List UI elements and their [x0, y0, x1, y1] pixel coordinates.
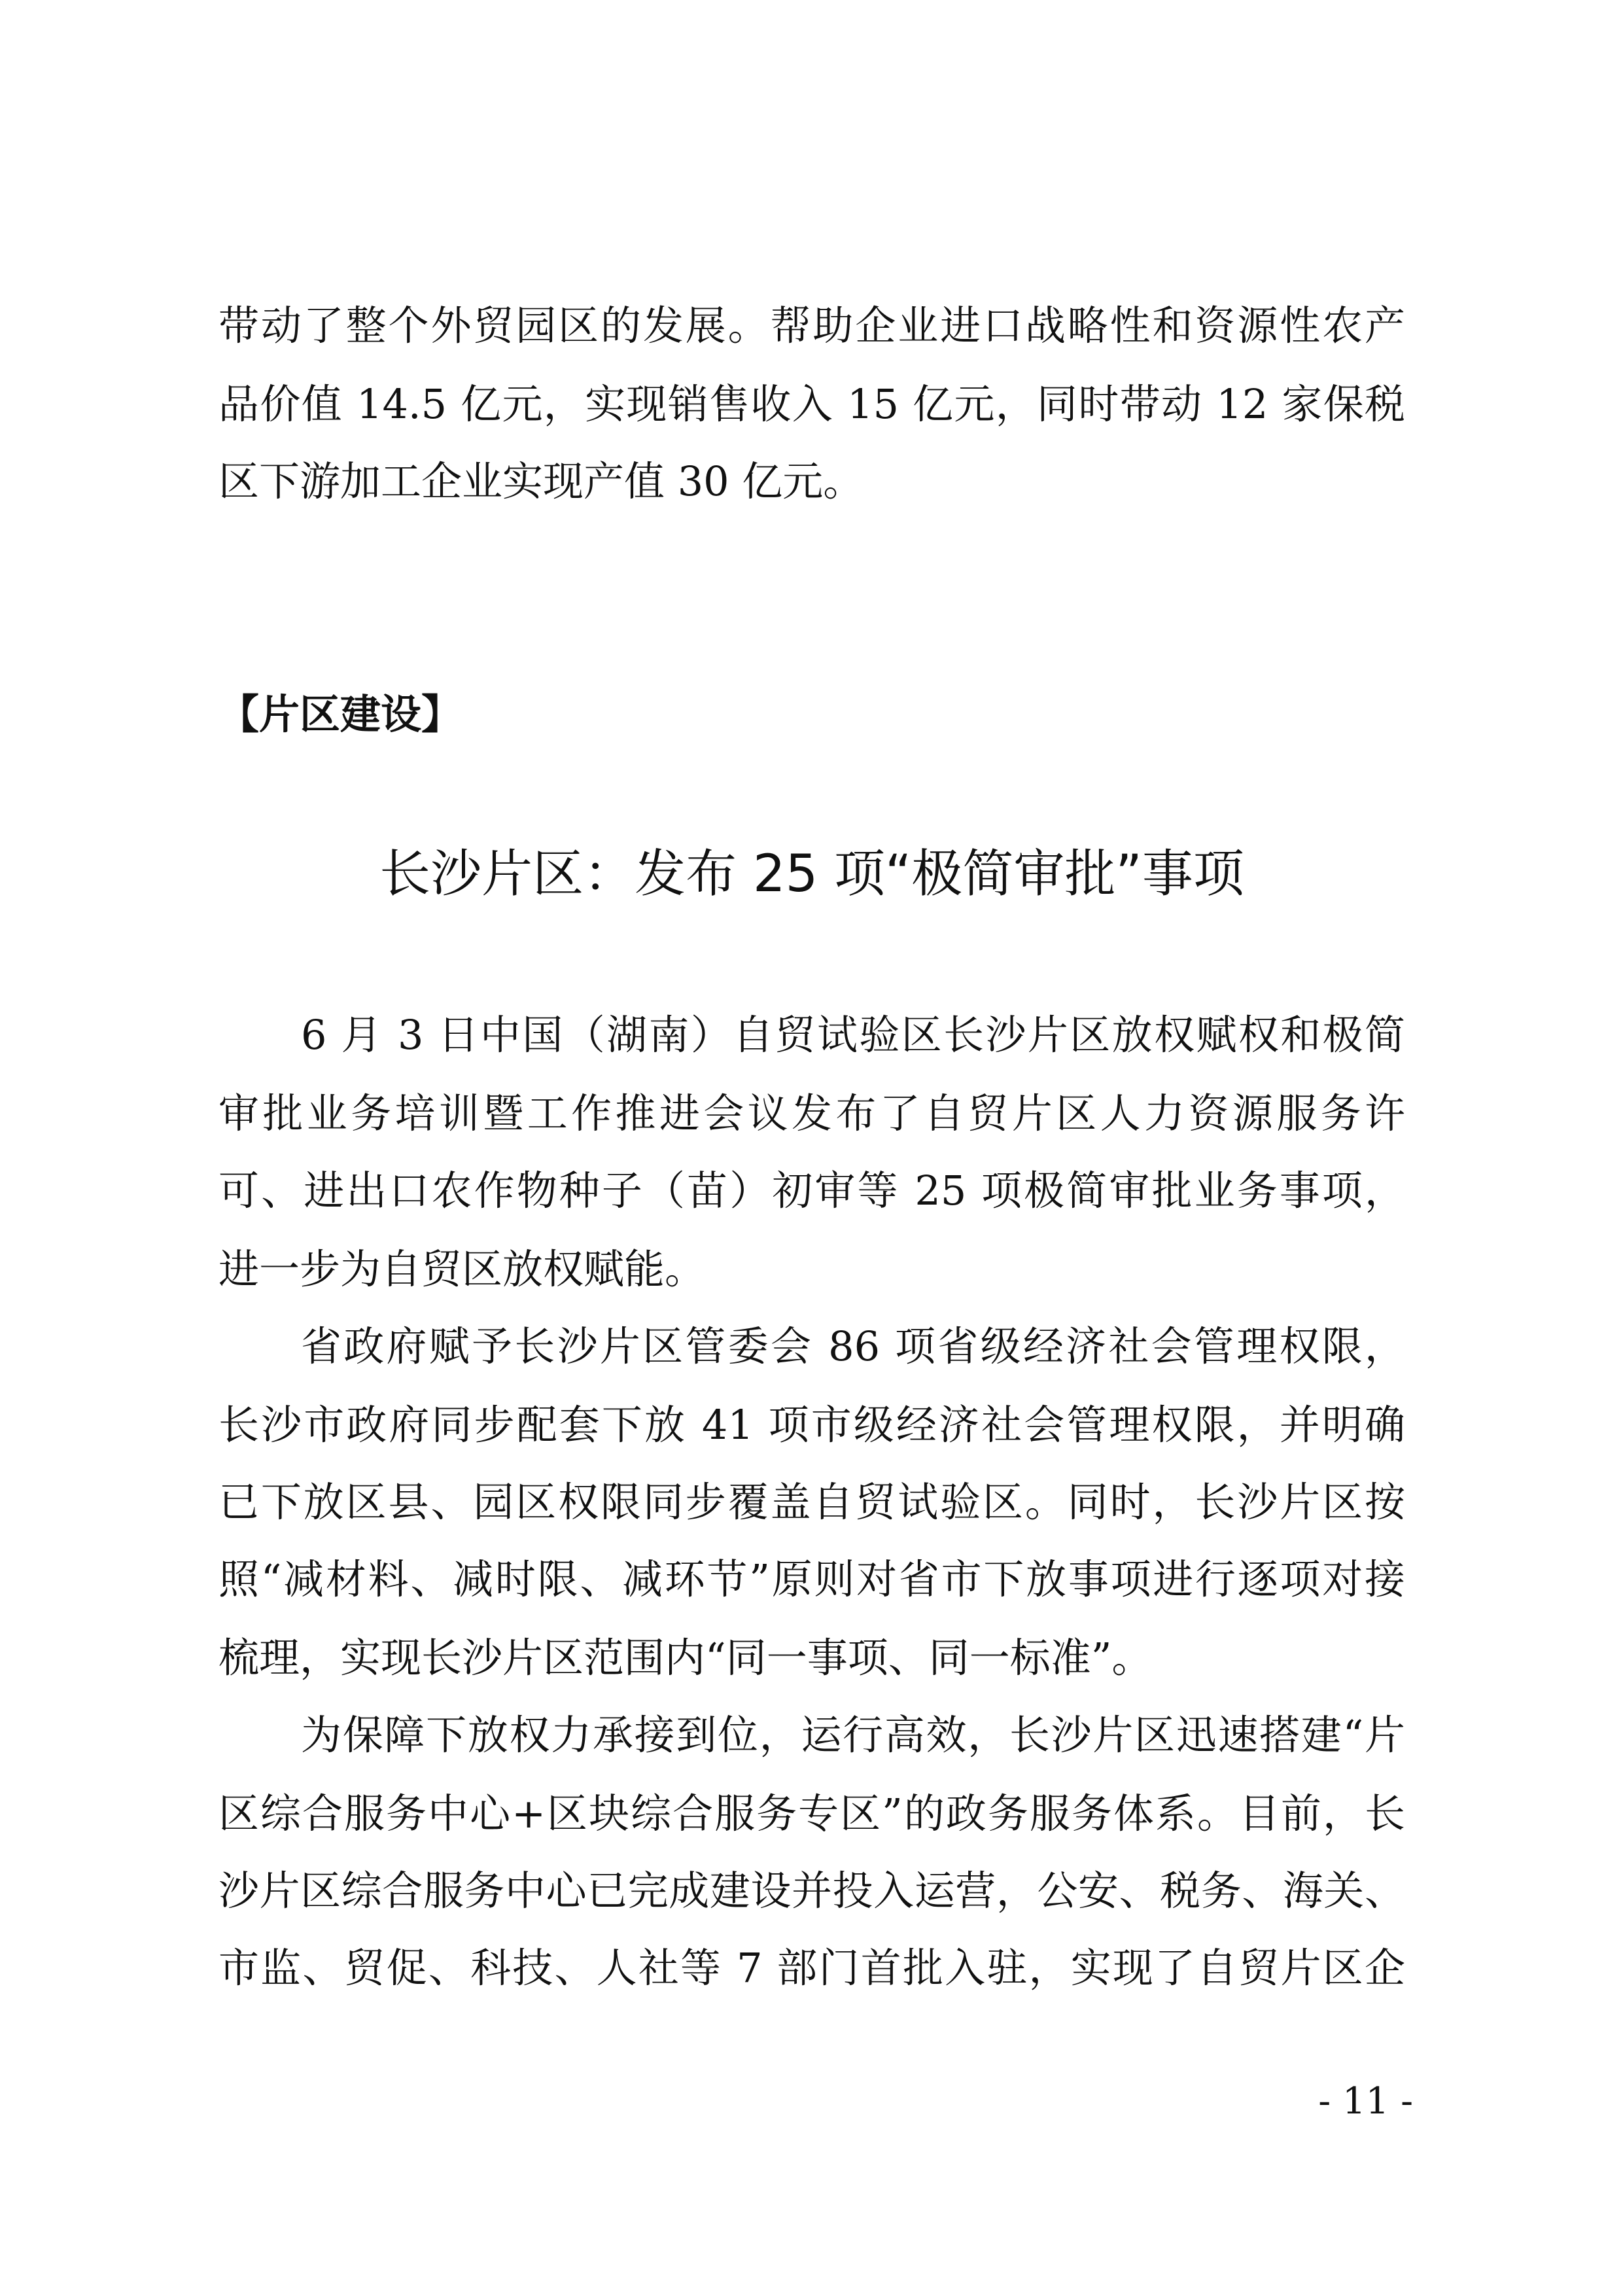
paragraph-1-line-2: 审批业务培训暨工作推进会议发布了自贸片区人力资源服务许 [218, 1089, 1405, 1137]
paragraph-2-line-2: 长沙市政府同步配套下放 41 项市级经济社会管理权限，并明确 [218, 1401, 1405, 1449]
paragraph-2-line-3: 已下放区县、园区权限同步覆盖自贸试验区。同时，长沙片区按 [218, 1478, 1405, 1526]
paragraph-1-line-1: 6 月 3 日中国（湖南）自贸试验区长沙片区放权赋权和极简 [301, 1011, 1405, 1059]
paragraph-3-line-4: 市监、贸促、科技、人社等 7 部门首批入驻，实现了自贸片区企 [218, 1944, 1405, 1992]
intro-line-2: 品价值 14.5 亿元，实现销售收入 15 亿元，同时带动 12 家保税 [218, 380, 1405, 428]
paragraph-3-line-3: 沙片区综合服务中心已完成建设并投入运营，公安、税务、海关、 [218, 1867, 1405, 1915]
section-tag: 【片区建设】 [218, 690, 462, 738]
page-number: - 11 - [1318, 2080, 1413, 2123]
paragraph-3-line-2: 区综合服务中心+区块综合服务专区”的政务服务体系。目前，长 [218, 1790, 1405, 1837]
paragraph-2-line-5: 梳理，实现长沙片区范围内“同一事项、同一标准”。 [218, 1634, 1153, 1682]
intro-line-1: 带动了整个外贸园区的发展。帮助企业进口战略性和资源性农产 [218, 302, 1405, 349]
intro-line-3: 区下游加工企业实现产值 30 亿元。 [218, 457, 864, 505]
article-headline: 长沙片区：发布 25 项“极简审批”事项 [379, 845, 1244, 904]
paragraph-1-line-4: 进一步为自贸区放权赋能。 [218, 1245, 706, 1293]
paragraph-1-line-3: 可、进出口农作物种子（苗）初审等 25 项极简审批业务事项， [218, 1167, 1405, 1214]
paragraph-3-line-1: 为保障下放权力承接到位，运行高效，长沙片区迅速搭建“片 [301, 1711, 1405, 1759]
paragraph-2-line-1: 省政府赋予长沙片区管委会 86 项省级经济社会管理权限， [301, 1322, 1405, 1370]
paragraph-2-line-4: 照“减材料、减时限、减环节”原则对省市下放事项进行逐项对接 [218, 1555, 1405, 1603]
